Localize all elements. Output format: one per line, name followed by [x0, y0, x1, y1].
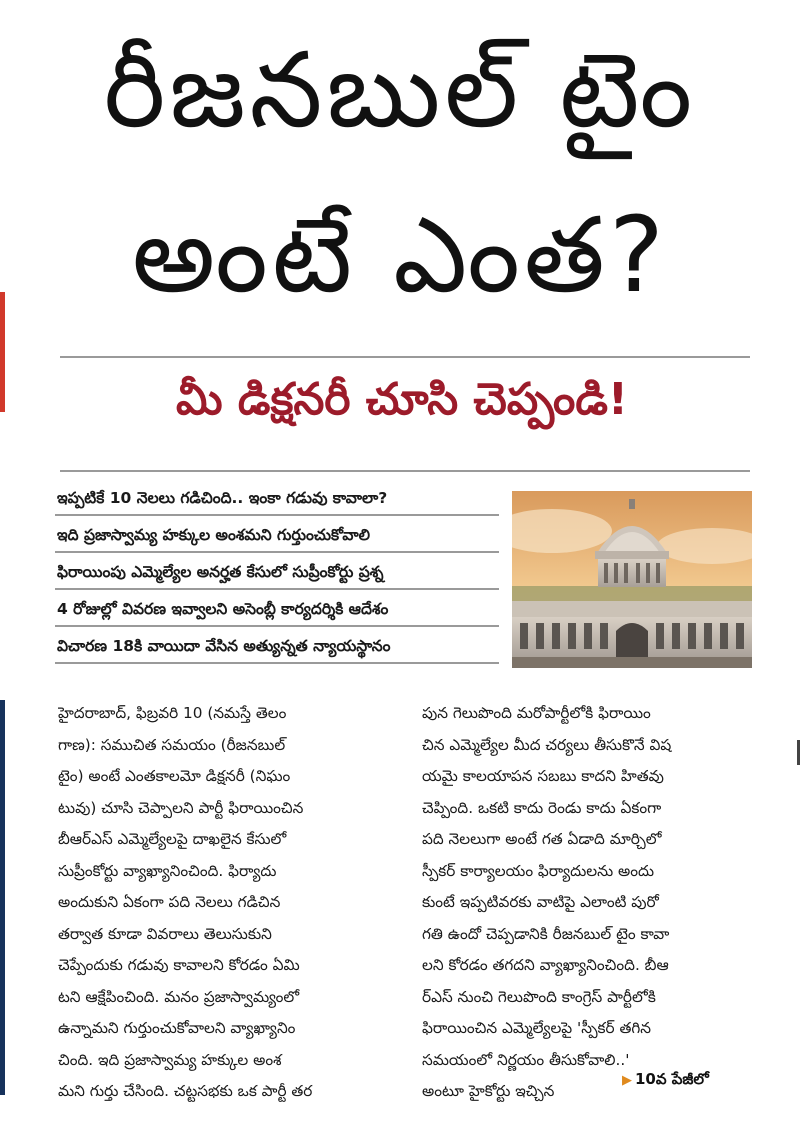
divider-bottom [60, 470, 750, 472]
highlight-item: 4 రోజుల్లో వివరణ ఇవ్వాలని అసెంబ్లీ కార్యదర్శికి ఆదేశం [55, 593, 499, 627]
left-edge-blue-bar [0, 700, 5, 1095]
triangle-right-icon: ▶ [622, 1073, 632, 1088]
headline-line-1: రీజనబుల్ టైం [103, 29, 697, 151]
body-line: సుప్రీంకోర్టు వ్యాఖ్యానించింది. ఫిర్యాదు [58, 861, 277, 880]
body-line: అంటూ హైకోర్టు ఇచ్చిన [422, 1082, 555, 1100]
body-line: చింది. ఇది ప్రజాస్వామ్య హక్కుల అంశ [58, 1050, 282, 1069]
highlight-item: ఇది ప్రజాస్వామ్య హక్కుల అంశమని గుర్తుంచుకోవాలి [55, 519, 499, 553]
body-line: తర్వాత కూడా వివరాలు తెలుసుకుని [58, 924, 272, 943]
body-line: టువు) చూసి చెప్పాలని పార్టీ ఫిరాయించిన [58, 798, 304, 817]
body-line: సమయంలో నిర్ణయం తీసుకోవాలి..' [422, 1050, 630, 1069]
highlight-item: ఇప్పటికే 10 నెలలు గడిచింది.. ఇంకా గడువు కావాలా? [55, 482, 499, 516]
body-line: చిన ఎమ్మెల్యేల మీద చర్యలు తీసుకొనే విష [422, 735, 672, 754]
body-line: ఉన్నామని గుర్తుంచుకోవాలని వ్యాఖ్యానిం [58, 1019, 296, 1037]
body-line: కుంటే ఇప్పటివరకు వాటిపై ఎలాంటి పురో [422, 893, 659, 911]
subheadline: మీ డిక్షనరీ చూసి చెప్పండి! [176, 374, 628, 425]
body-line: టైం) అంటే ఎంతకాలమో డిక్షనరీ (నిఘం [58, 767, 291, 785]
body-line: చెప్పింది. ఒకటి కాదు రెండు కాదు ఏకంగా [422, 798, 662, 817]
highlight-item: ఫిరాయింపు ఎమ్మెల్యేల అనర్హత కేసులో సుప్రీంకోర్టు ప్రశ్న [55, 556, 499, 590]
body-line: బీఆర్ఎస్ ఎమ్మెల్యేలపై దాఖలైన కేసులో [58, 830, 287, 848]
left-edge-red-bar [0, 292, 5, 412]
headline-line-2: అంటే ఎంత? [131, 194, 669, 316]
article-column-left [58, 698, 390, 1108]
continued-on-page-label: 10వ పేజీలో [635, 1070, 709, 1088]
continued-on-page[interactable] [622, 1068, 709, 1090]
body-line: ఫిరాయించిన ఎమ్మెల్యేలపై 'స్పీకర్ తగిన [422, 1019, 652, 1037]
body-line: ర్ఎస్ నుంచి గెలుపొంది కాంగ్రెస్ పార్టీలోకి [422, 987, 656, 1006]
body-line: లని కోరడం తగదని వ్యాఖ్యానించింది. బీఆ [422, 956, 669, 974]
body-line: యమై కాలయాపన సబబు కాదని హితవు [422, 767, 664, 785]
body-line: గాణ): సముచిత సమయం (రీజనబుల్ [58, 735, 286, 754]
body-line: పున గెలుపొంది మరోపార్టీలోకి ఫిరాయిం [422, 704, 651, 722]
supreme-court-photo [512, 491, 752, 668]
body-line: గతి ఉందో చెప్పడానికి రీజనబుల్ టైం కావా [422, 924, 670, 943]
article-column-right [422, 698, 754, 1108]
body-line: హైదరాబాద్, ఫిబ్రవరి 10 (నమస్తే తెలం [58, 704, 287, 722]
body-line: అందుకుని ఏకంగా పది నెలలు గడిచిన [58, 893, 281, 911]
body-line: పది నెలలుగా అంటే గత ఏడాది మార్చిలో [422, 830, 662, 848]
body-line: చెప్పేందుకు గడువు కావాలని కోరడం ఏమి [58, 956, 300, 974]
body-line: స్పీకర్ కార్యాలయం ఫిర్యాదులను అందు [422, 861, 655, 880]
divider-top [60, 356, 750, 358]
body-line: మని గుర్తు చేసింది. చట్టసభకు ఒక పార్టీ తర [58, 1082, 313, 1100]
highlights-list [55, 482, 499, 667]
highlight-item: విచారణ 18కి వాయిదా వేసిన అత్యున్నత న్యాయస్థానం [55, 630, 499, 664]
body-line: టని ఆక్షేపించింది. మనం ప్రజాస్వామ్యంలో [58, 987, 300, 1006]
